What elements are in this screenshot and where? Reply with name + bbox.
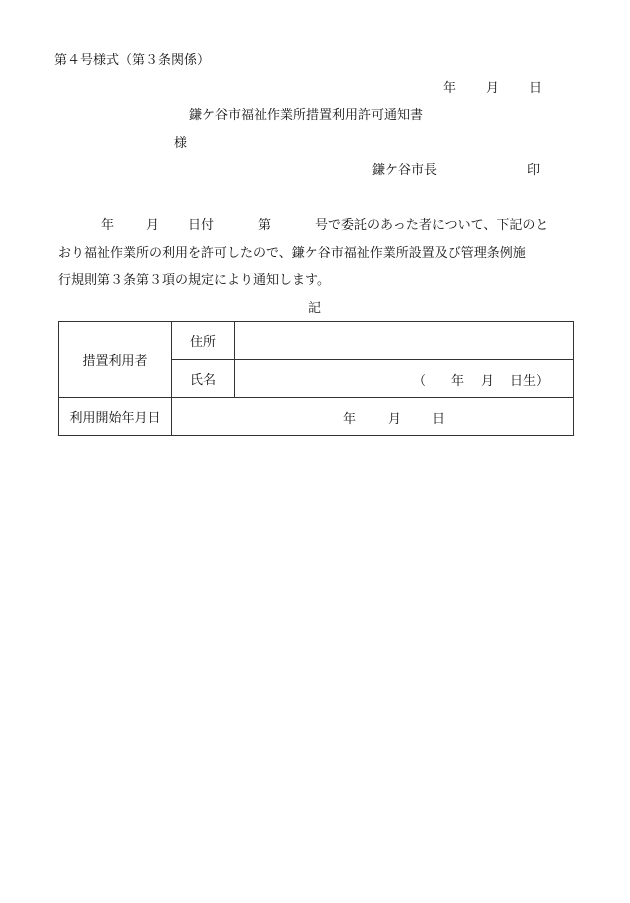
body-year: 年: [101, 218, 115, 233]
issue-date-month: 月: [486, 81, 500, 96]
birth-month: 月: [481, 374, 495, 389]
name-field[interactable]: [235, 360, 574, 398]
name-label: 氏名: [172, 360, 235, 398]
document-title: 鎌ケ谷市福祉作業所措置利用許可通知書: [189, 108, 424, 123]
start-day: 日: [432, 412, 446, 427]
birth-year: 年: [451, 374, 465, 389]
start-year: 年: [343, 412, 357, 427]
address-label: 住所: [172, 322, 235, 360]
body-line-1-rest: 号で委託のあった者について、下記のと: [315, 218, 549, 233]
start-month: 月: [388, 412, 402, 427]
sender-name: 鎌ケ谷市長: [372, 163, 438, 178]
note-heading: 記: [308, 301, 322, 316]
birth-day-suffix: 日生）: [510, 374, 550, 389]
body-dated: 日付: [188, 218, 215, 233]
start-date-field[interactable]: [172, 398, 574, 436]
form-number: 第４号様式（第３条関係）: [54, 53, 211, 68]
body-line-3: 行規則第３条第３項の規定により通知します。: [58, 273, 330, 288]
record-table: [58, 321, 574, 436]
seal-mark: 印: [527, 163, 541, 178]
recipient-suffix: 様: [174, 136, 188, 151]
birth-open-paren: （: [413, 374, 427, 389]
start-date-label: 利用開始年月日: [59, 398, 172, 436]
address-field[interactable]: [235, 322, 574, 360]
person-label: 措置利用者: [59, 322, 172, 398]
start-date-row: [59, 398, 574, 436]
address-row: [59, 322, 574, 360]
issue-date-day: 日: [529, 81, 543, 96]
issue-date-year: 年: [443, 81, 457, 96]
body-number-prefix: 第: [258, 218, 272, 233]
body-month: 月: [146, 218, 160, 233]
body-line-2: おり福祉作業所の利用を許可したので、鎌ケ谷市福祉作業所設置及び管理条例施: [58, 246, 526, 261]
